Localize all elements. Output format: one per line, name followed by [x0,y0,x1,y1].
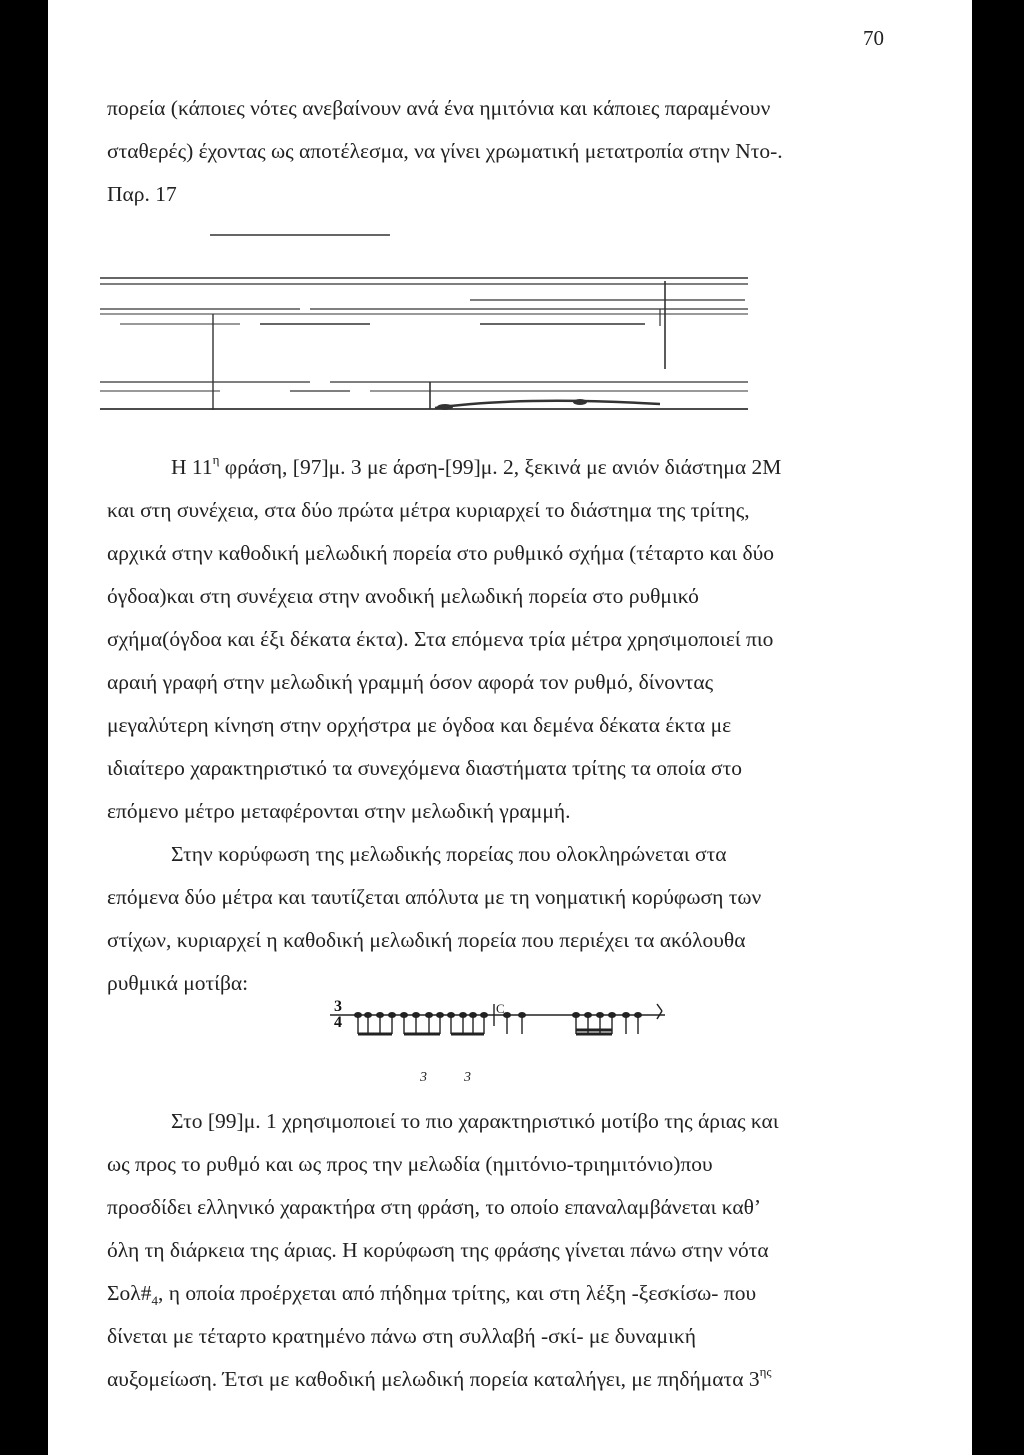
text-line-10: μεγαλύτερη κίνηση στην ορχήστρα με όγδοα και δεμένα δέκατα έκτα με [107,713,732,737]
time-signature-top: 3 [334,998,342,1015]
note-head [437,404,453,410]
text-line-5: και στη συνέχεια, στα δύο πρώτα μέτρα κυριαρχεί το διάστημα της τρίτης, [107,498,750,522]
beams [358,1030,612,1034]
text-line-22: δίνεται με τέταρτο κρατημένο πάνω στη συλλαβή -σκί- με δυναμική [107,1324,696,1348]
triplet-number: 3 [464,1070,471,1085]
text-line-23: αυξομείωση. Έτσι με καθοδική μελωδική πορεία καταλήγει, με πηδήματα $3^{\eta\varsigma}$ [107,1364,772,1391]
document-page [48,0,972,1455]
time-signature-bottom: 4 [334,1014,342,1031]
text-line-14: επόμενα δύο μέτρα και ταυτίζεται απόλυτα με τη νοηματική κορύφωση των [107,885,762,909]
text-line-6: αρχικά στην καθοδική μελωδική πορεία στο ρυθμικό σχήμα (τέταρτο και δύο [107,541,774,565]
text-line-11: ιδιαίτερο χαρακτηριστικό τα συνεχόμενα διαστήματα τρίτης τα οποία στο [107,756,743,780]
text-line-15: στίχων, κυριαρχεί η καθοδική μελωδική πορεία που περιέχει τα ακόλουθα [107,928,746,952]
quarter-rest [657,1004,662,1011]
text-line-4: Η $11^\eta$ φράση, [97]μ. 3 με άρση-[99]μ. 2, ξεκινά με ανιόν διάστημα 2Μ [171,452,782,479]
slur [435,401,660,408]
text-line-12: επόμενο μέτρο μεταφέρονται στην μελωδική γραμμή. [107,799,571,823]
text-line-18: ως προς το ρυθμό και ως προς την μελωδία (ημιτόνιο-τριημιτόνιο)που [107,1152,713,1176]
text-line-21: $\Sigma o\lambda\#_4$, η οποία προέρχεται από πήδημα τρίτης, και στη λέξη -ξεσκίσω- που [107,1281,757,1308]
text-line-17: Στο [99]μ. 1 χρησιμοποιεί το πιο χαρακτηριστικό μοτίβο της άριας και [171,1109,779,1133]
text-line-9: αραιή γραφή στην μελωδική γραμμή όσον αφορά τον ρυθμό, δίνοντας [107,670,714,694]
note-head [573,399,587,405]
page-number: 70 [863,26,884,50]
text-line-16: ρυθμικά μοτίβα: [107,971,249,995]
triplet-number: 3 [420,1070,427,1085]
text-line-13: Στην κορύφωση της μελωδικής πορείας που ολοκληρώνεται στα [171,842,727,866]
text-line-1: πορεία (κάποιες νότες ανεβαίνουν ανά ένα ημιτόνια και κάποιες παραμένουν [107,96,771,120]
rhythm-motif-figure [330,994,690,1086]
text-line-8: σχήμα(όγδοα και έξι δέκατα έκτα). Στα επόμενα τρία μέτρα χρησιμοποιεί πιο [107,627,774,651]
text-line-2: σταθερές) έχοντας ως αποτέλεσμα, να γίνει χρωματική μετατροπία στην Ντο-. [107,139,783,163]
common-time-symbol: C [496,1001,505,1016]
text-line-20: όλη τη διάρκεια της άριας. Η κορύφωση της φράσης γίνεται πάνω στην νότα [107,1238,769,1262]
figure-caption: Παρ. 17 [107,182,177,206]
text-line-19: προσδίδει ελληνικό χαρακτήρα στη φράση, το οποίο επαναλαμβάνεται καθ’ [107,1195,762,1219]
text-line-7: όγδοα)και στη συνέχεια στην ανοδική μελωδική πορεία στο ρυθμικό [107,584,699,608]
music-score-excerpt [100,226,760,416]
